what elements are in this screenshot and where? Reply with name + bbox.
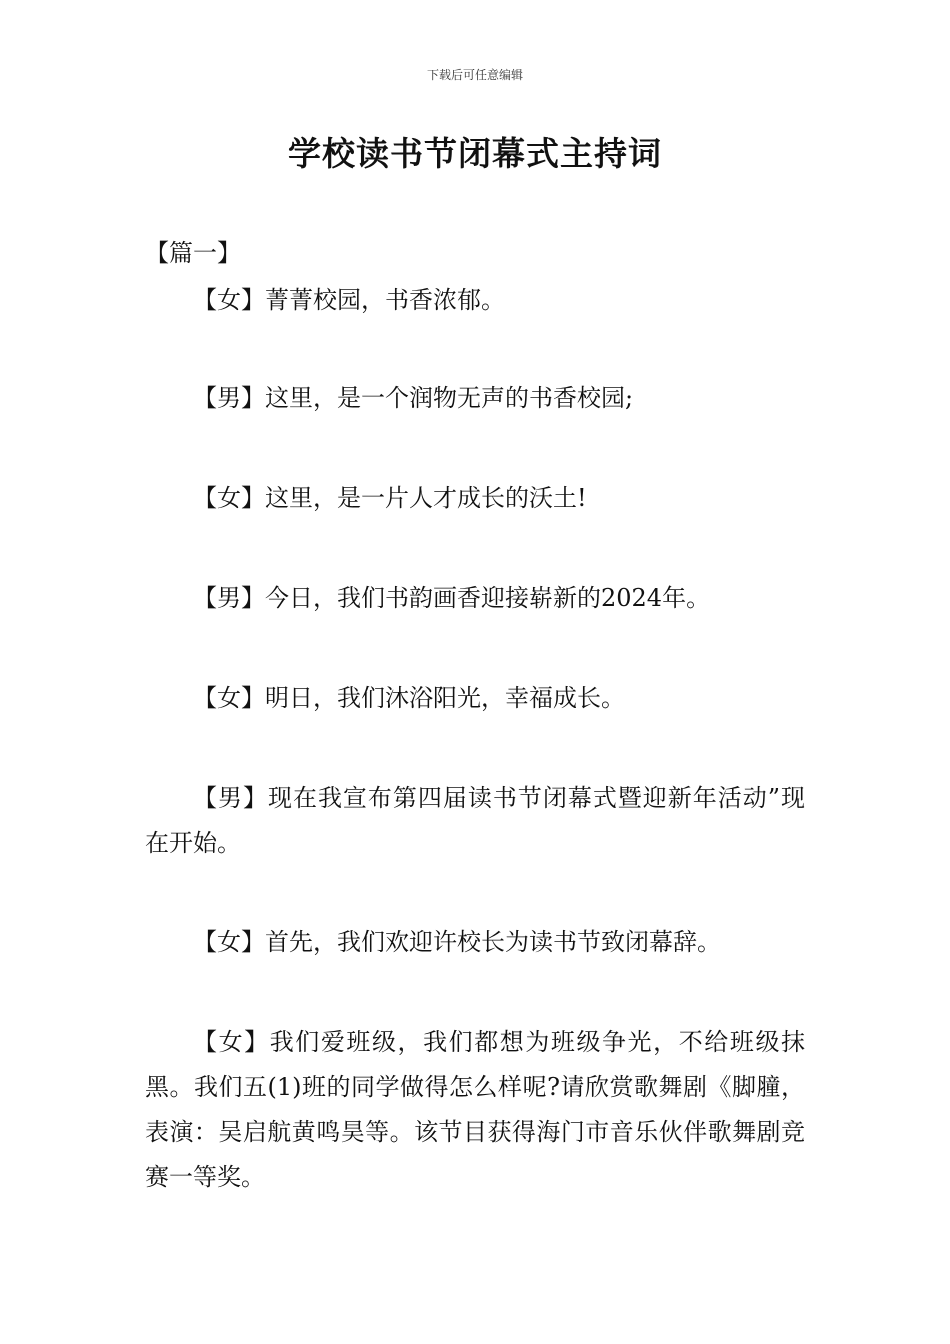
paragraph-text: 明日，我们沐浴阳光，幸福成长。: [265, 684, 625, 712]
speaker-label: 【男】: [193, 784, 268, 812]
paragraph-text: 今日，我们书韵画香迎接崭新的2024年。: [265, 584, 711, 612]
dialogue-paragraph: [145, 476, 805, 521]
paragraph-text: 首先，我们欢迎许校长为读书节致闭幕辞。: [265, 928, 721, 956]
paragraph-text: 菁菁校园，书香浓郁。: [265, 286, 505, 314]
paragraph-text: 这里，是一个润物无声的书香校园;: [265, 384, 634, 412]
paragraph-text: 现在我宣布第四届读书节闭幕式暨迎新年活动”现在开始。: [145, 784, 805, 857]
dialogue-paragraph: [145, 576, 805, 621]
page-title: 学校读书节闭幕式主持词: [288, 134, 662, 173]
speaker-label: 【女】: [193, 684, 265, 712]
speaker-label: 【女】: [193, 484, 265, 512]
speaker-label: 【男】: [193, 384, 265, 412]
paragraph-text: 这里，是一片人才成长的沃土!: [265, 484, 587, 512]
speaker-label: 【男】: [193, 584, 265, 612]
dialogue-paragraph: [145, 776, 805, 866]
section-heading: 【篇一】: [145, 239, 241, 267]
dialogue-paragraph: [145, 676, 805, 721]
speaker-label: 【女】: [193, 928, 265, 956]
speaker-label: 【女】: [193, 1028, 270, 1056]
paragraph-text: 我们爱班级，我们都想为班级争光，不给班级抹黑。我们五(1)班的同学做得怎么样呢?请欣赏歌舞剧《脚膧，表演：吴启航黄鸣昊等。该节目获得海门市音乐伙伴歌舞剧竞赛一等奖。: [145, 1028, 806, 1191]
dialogue-paragraph: [145, 1020, 805, 1200]
speaker-label: 【女】: [193, 286, 265, 314]
dialogue-paragraph: [145, 278, 805, 323]
dialogue-paragraph: [145, 920, 805, 965]
dialogue-paragraph: [145, 376, 805, 421]
header-note: 下载后可任意编辑: [426, 68, 523, 82]
